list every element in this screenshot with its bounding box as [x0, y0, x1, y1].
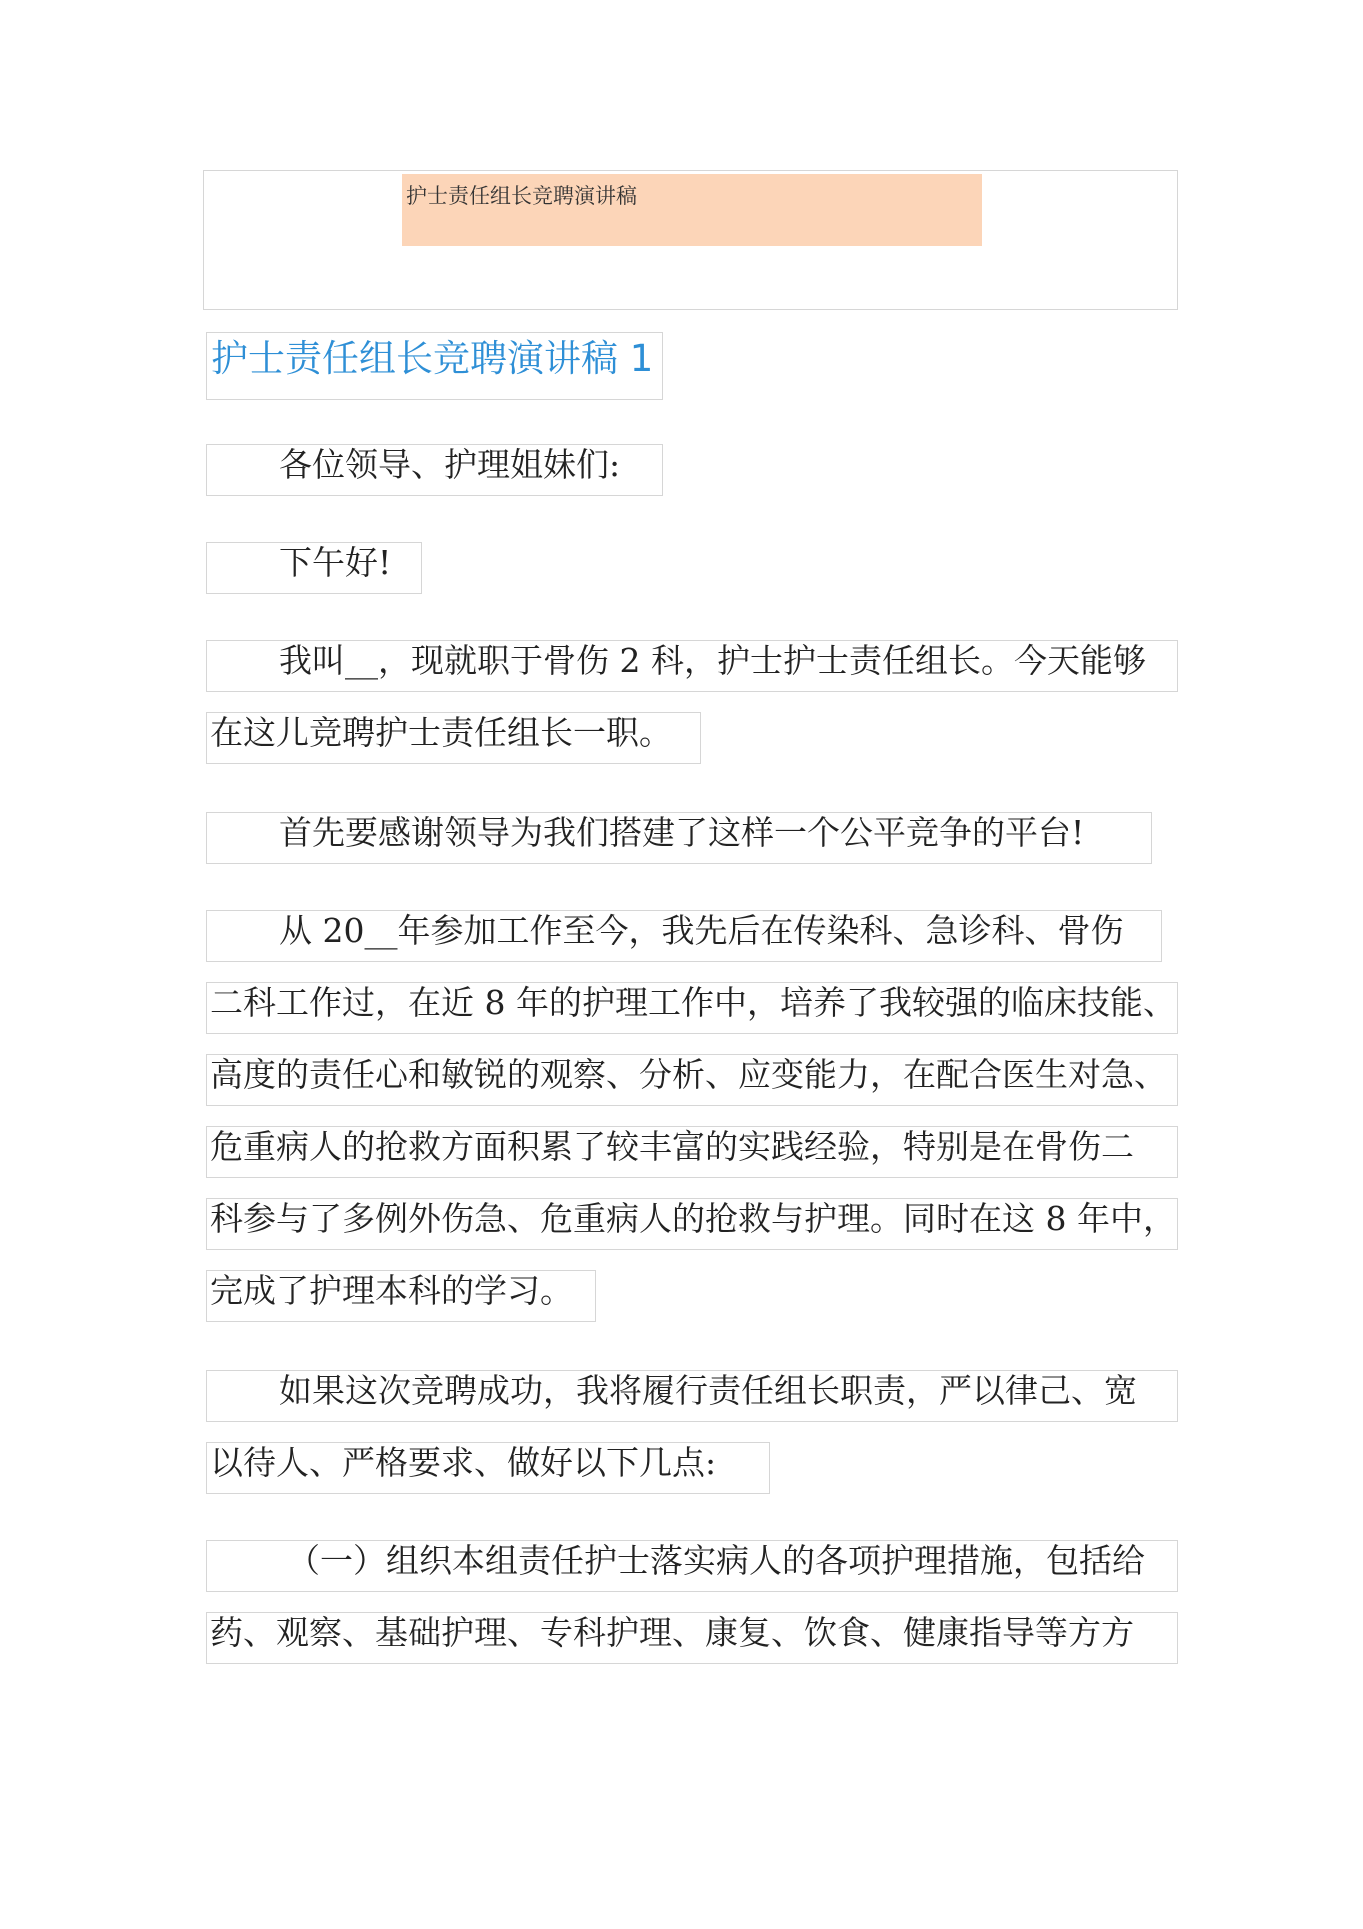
paragraph-line: 药、观察、基础护理、专科护理、康复、饮食、健康指导等方方: [206, 1612, 1178, 1664]
paragraph-line: 在这儿竞聘护士责任组长一职。: [206, 712, 701, 764]
paragraph-line: 高度的责任心和敏锐的观察、分析、应变能力，在配合医生对急、: [206, 1054, 1178, 1106]
header-title: 护士责任组长竞聘演讲稿: [402, 174, 982, 246]
salutation: 各位领导、护理姐妹们:: [206, 444, 663, 496]
document-title: 护士责任组长竞聘演讲稿 1: [206, 332, 663, 400]
paragraph-line: 危重病人的抢救方面积累了较丰富的实践经验，特别是在骨伤二: [206, 1126, 1178, 1178]
page-header: [203, 170, 1178, 310]
paragraph-line: 首先要感谢领导为我们搭建了这样一个公平竞争的平台!: [206, 812, 1152, 864]
paragraph-line: 我叫__，现就职于骨伤 2 科，护士护士责任组长。今天能够: [206, 640, 1178, 692]
paragraph-line: 二科工作过，在近 8 年的护理工作中，培养了我较强的临床技能、: [206, 982, 1178, 1034]
paragraph-line: （一）组织本组责任护士落实病人的各项护理措施，包括给: [206, 1540, 1178, 1592]
paragraph-line: 科参与了多例外伤急、危重病人的抢救与护理。同时在这 8 年中，: [206, 1198, 1178, 1250]
paragraph-line: 完成了护理本科的学习。: [206, 1270, 596, 1322]
greeting: 下午好!: [206, 542, 422, 594]
paragraph-line: 以待人、严格要求、做好以下几点:: [206, 1442, 770, 1494]
paragraph-line: 从 20__年参加工作至今，我先后在传染科、急诊科、骨伤: [206, 910, 1162, 962]
paragraph-line: 如果这次竞聘成功，我将履行责任组长职责，严以律己、宽: [206, 1370, 1178, 1422]
